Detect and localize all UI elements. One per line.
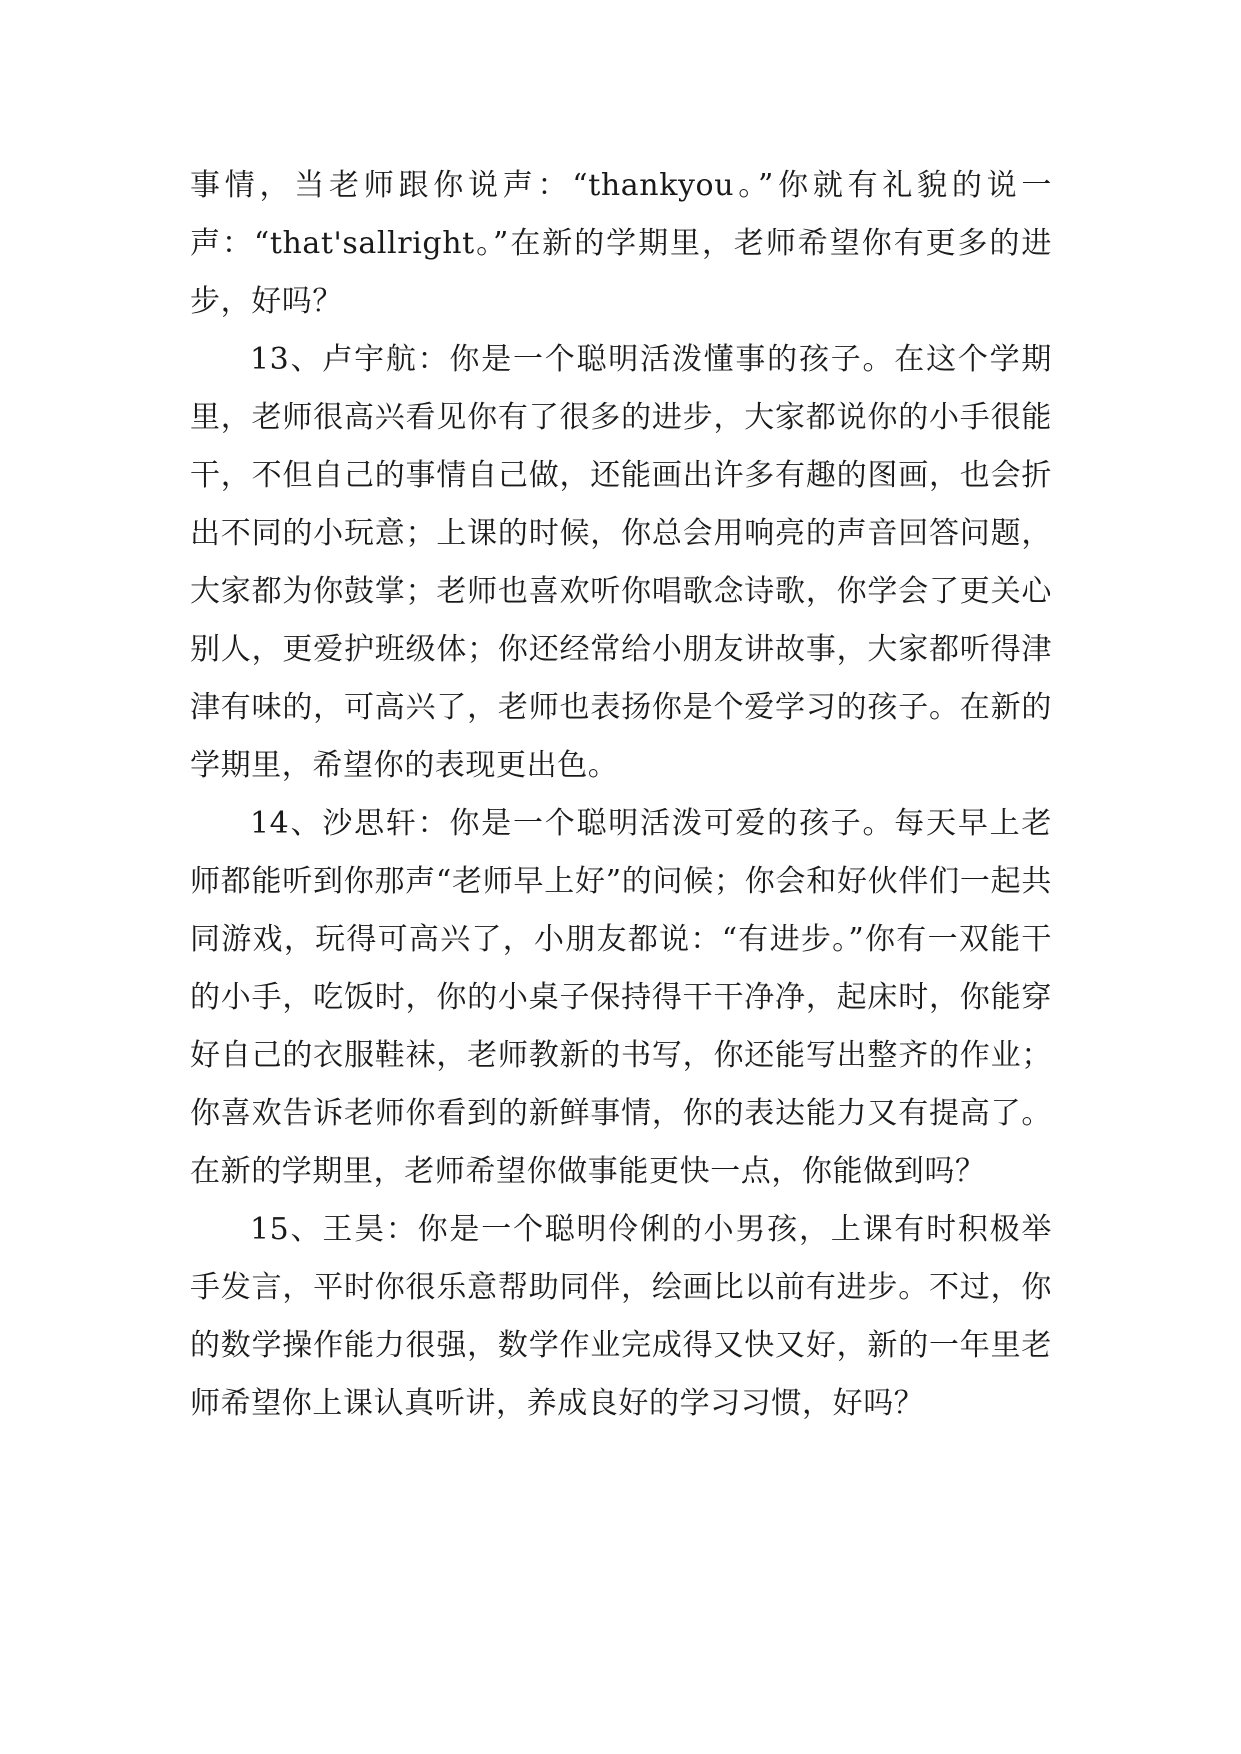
paragraph-continued: 事情，当老师跟你说声：“thankyou。”你就有礼貌的说一声：“that'sallright。”在新的学期里，老师希望你有更多的进步，好吗？	[190, 168, 1052, 319]
paragraph-14-sha-sixuan: 14、沙思轩：你是一个聪明活泼可爱的孩子。每天早上老师都能听到你那声“老师早上好”的问候；你会和好伙伴们一起共同游戏，玩得可高兴了，小朋友都说：“有进步。”你有一双能干的小手，吃饭时，你的小桌子保持得干干净净，起床时，你能穿好自己的衣服鞋袜，老师教新的书写，你还能写出整齐的作业；你喜欢告诉老师你看到的新鲜事情，你的表达能力又有提高了。在新的学期里，老师希望你做事能更快一点，你能做到吗？	[190, 806, 1052, 1189]
document-body	[190, 157, 1052, 1433]
paragraph-15-wang-hao: 15、王昊：你是一个聪明伶俐的小男孩，上课有时积极举手发言，平时你很乐意帮助同伴，绘画比以前有进步。不过，你的数学操作能力很强，数学作业完成得又快又好，新的一年里老师希望你上课认真听讲，养成良好的学习习惯，好吗？	[190, 1212, 1052, 1421]
paragraph-13-lu-yuhang: 13、卢宇航：你是一个聪明活泼懂事的孩子。在这个学期里，老师很高兴看见你有了很多的进步，大家都说你的小手很能干，不但自己的事情自己做，还能画出许多有趣的图画，也会折出不同的小玩意；上课的时候，你总会用响亮的声音回答问题，大家都为你鼓掌；老师也喜欢听你唱歌念诗歌，你学会了更关心别人，更爱护班级体；你还经常给小朋友讲故事，大家都听得津津有味的，可高兴了，老师也表扬你是个爱学习的孩子。在新的学期里，希望你的表现更出色。	[190, 342, 1052, 783]
